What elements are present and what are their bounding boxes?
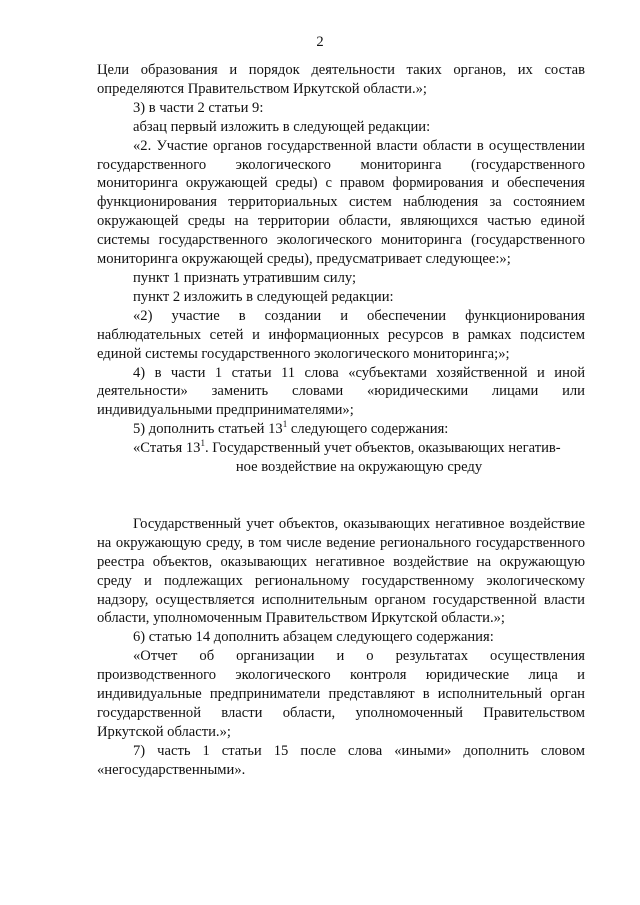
document-body (97, 61, 585, 780)
paragraph-p8: 4) в части 1 статьи 11 слова «субъектами хозяйственной и иной деятельности» заменить словами «юридическими лицами или индивидуальными предпринимателями»; (97, 364, 585, 419)
item5-text-before: 5) дополнить статьей 13 (133, 421, 283, 438)
paragraph-p5: пункт 1 признать утратившим силу; (133, 269, 357, 286)
article-heading (97, 439, 585, 477)
paragraph-p6: пункт 2 изложить в следующей редакции: (133, 288, 394, 305)
paragraph-p11: «Отчет об организации и о результатах осуществления производственного экологического контроля юридические лица и индивидуальные предприниматели представляют в исполнительный орган государственной власти области, уполномоченный Правительством Иркутской области.»; (97, 648, 585, 740)
paragraph-p3: абзац первый изложить в следующей редакции: (133, 118, 431, 135)
paragraph-p2: 3) в части 2 статьи 9: (133, 99, 264, 116)
article-heading-line2: ное воздействие на окружающую среду (235, 459, 483, 476)
item5-superscript: 1 (282, 419, 288, 430)
paragraph-p1: Цели образования и порядок деятельности таких органов, их состав определяются Правительством Иркутской области.»; (97, 62, 585, 97)
paragraph-item-5 (97, 420, 585, 439)
article-heading-prefix: «Статья 13 (133, 440, 201, 457)
top-paragraphs (97, 61, 585, 420)
item5-text-after: следующего содержания: (287, 421, 449, 438)
paragraph-p9: Государственный учет объектов, оказывающих негативное воздействие на окружающую среду, в том числе ведение регионального государственного реестра объектов, оказывающих негативное воздействие на окружающую среду и подлежащих региональному государственному экологическому надзору, осуществляется исполнительным органом государственной власти области, уполномоченным Правительством Иркутской области.»; (97, 515, 585, 627)
article-heading-title-part1: . Государственный учет объектов, оказывающих негатив- (204, 440, 561, 457)
article-heading-superscript: 1 (200, 438, 205, 449)
page-number: 2 (316, 34, 324, 50)
paragraph-p7: «2) участие в создании и обеспечении функционирования наблюдательных сетей и информационных ресурсов в рамках подсистем единой системы государственного экологического мониторинга;»; (97, 307, 585, 362)
article-heading-line1 (133, 439, 585, 458)
paragraph-p10: 6) статью 14 дополнить абзацем следующего содержания: (133, 629, 494, 646)
paragraph-p4: «2. Участие органов государственной власти области в осуществлении государственного экологического мониторинга (государственного мониторинга окружающей среды) с правом формирования и обеспечения функционирования территориальных систем наблюдения за состоянием окружающей среды на территории области, являющихся частью единой системы государственного экологического мониторинга (государственного мониторинга окружающей среды), предусматривает следующее:»; (97, 137, 585, 268)
bottom-paragraphs (97, 515, 585, 780)
heading-spacer (97, 477, 585, 515)
paragraph-p12: 7) часть 1 статьи 15 после слова «иными» дополнить словом «негосударственными». (97, 742, 585, 778)
